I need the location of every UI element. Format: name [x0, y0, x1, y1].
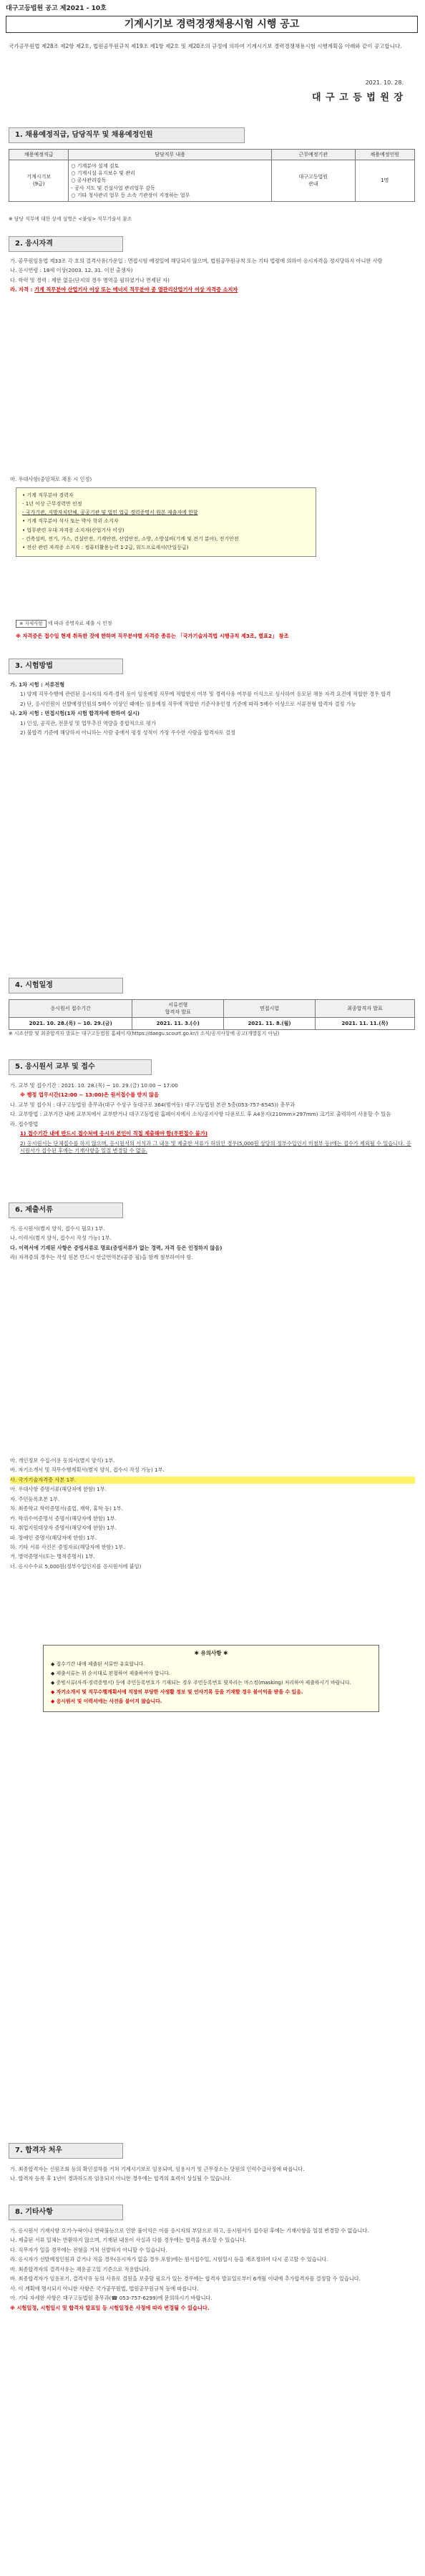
preference-box	[16, 487, 316, 557]
stage-1-a: 1) 양제 직무수행에 관련된 응시자의 자격·경력 등이 임용예정 직무에 적합한지 여부 및 경력사유 여부를 이석으로 심사하여 응모된 채용 자격 요건에 적합한 경우 합격	[20, 691, 391, 698]
agency-cell: 대구고등법원 관내	[271, 160, 355, 202]
caution-box	[43, 1645, 379, 1712]
preference-note: ※ 자세사항 에 따라 증명자료 제출 시 인정	[16, 620, 112, 628]
doc-item: 다. 이력서에 기재된 사항은 증빙서류로 명료(증빙서류가 없는 경력, 자격 등은 인정하지 않음)	[10, 1244, 223, 1251]
stage-1-b: 2) 단, 응시인원이 선발예정인원의 5배수 이상인 때에는 임용예정 직무에 적합한 기준사유인정 기준에 따라 5배수 이상으로 서류전형 합격자 결정 가능	[20, 700, 356, 707]
doc-item: 마. 개인정보 수집·이용 동의서(별지 양식) 1부.	[10, 1457, 115, 1464]
document-number: 대구고등법원 공고 제2021 - 10호	[6, 5, 107, 12]
intro-paragraph: 국가공무원법 제28조 제2항 제2호, 법원공무원규칙 제19조 제1항 제2호 및 제20조의 규정에 의하여 기계시기보 경력경쟁채용시험 시행계획을 아래와 같이 공고합니다.	[9, 43, 402, 49]
col-interview: 면접시험	[224, 1000, 316, 1018]
section-6-heading: 6. 제출서류	[9, 1202, 123, 1218]
duties-cell	[69, 160, 272, 202]
schedule-interview: 2021. 11. 8.(월)	[224, 1018, 316, 1030]
misc-text	[10, 2227, 415, 2314]
schedule-table	[9, 999, 415, 1030]
misc-item: 아. 기타 자세한 사항은 대구고등법원 총무과(☎ 053-757-6299)에 문의하시기 바랍니다.	[10, 2295, 212, 2302]
schedule-note: ※ 시조선발 및 최종합격자 발표는 대구고등법원 홈페이지(https://daegu.scourt.go.kr/) 소식/공지사항에 공고(개별통지 아님)	[9, 1031, 280, 1036]
col-count: 채용예정인원	[355, 150, 414, 160]
issuer-signature: 대 구 고 등 법 원 장	[311, 92, 404, 103]
caution-item: ◆ 접수기간 내에 제출된 서류만 유효합니다.	[51, 1661, 145, 1667]
misc-item: 가. 응시원서 기재사항 오기·누락이나 연락불능으로 인한 불이익은 이를 응시자의 부담으로 하고, 응시원서가 접수된 후에는 기재사항을 일절 변경할 수 없습니다.	[10, 2227, 369, 2234]
misc-item: 바. 최종합격자가 임용포기, 결격사유 등의 사유로 결원을 보충할 필요가 있는 경우에는 합격자 발표일로부터 6개월 이내에 추가합격자를 결정할 수 있습니다.	[10, 2275, 361, 2283]
caution-item: ◆ 증빙서류(자격·경력증명서) 등에 주민등록번호가 기재되는 경우 주민등록번호 뒷자리는 마스킹(masking) 처리하여 제출하시기 바랍니다.	[51, 1679, 351, 1686]
doc-item: 거. 병역증명서(또는 병적증명서) 1부.	[10, 1553, 95, 1560]
doc-item: 하. 기타 서류 사진은 증빙자료(해당자에 한함) 1부.	[10, 1543, 125, 1550]
stage-1: 가. 1차 시험 : 서류전형	[10, 681, 65, 688]
stage-2: 나. 2차 시험 : 면접시험(1차 시험 합격자에 한하여 실시)	[10, 710, 140, 717]
misc-item: 다. 직무자가 일을 경우에는 전형을 거쳐 선발하지 아니할 수 있습니다.	[10, 2246, 167, 2253]
misc-item: 사. 이 계획에 명시되지 아니한 사항은 국가공무원법, 법원공무원규칙 등에 따릅니다.	[10, 2285, 199, 2292]
documents-list-1	[10, 1225, 415, 1264]
section-2-heading: 2. 응시자격	[9, 236, 123, 252]
app-period: 가. 교부 및 접수기간 : 2021. 10. 28.(목) ~ 10. 29.(금) 10:00 ~ 17:00	[10, 1082, 178, 1089]
pref-item: • 기계 직무분야 경력자	[22, 492, 74, 498]
doc-item: 나. 이력서(별지 양식, 접수시 작성 가능) 1부.	[10, 1235, 112, 1242]
positions-table	[9, 149, 415, 202]
doc-item: 사. 국가기술자격증 사본 1부.	[10, 1477, 415, 1484]
duty-item: ○ 기계분야 설계 검토	[71, 163, 119, 170]
doc-item: 자. 주민등록초본 1부.	[10, 1495, 60, 1502]
treatment-text	[10, 2166, 415, 2185]
section-5-heading: 5. 응시원서 교부 및 접수	[9, 1059, 152, 1075]
duty-item: ○ 기타 청사관리 업무 등 소속 기관장이 지정하는 업무	[71, 192, 190, 198]
misc-red-note: ※ 시험일정, 시험일시 및 합격자 발표일 등 시험일정은 사정에 따라 변경될 수 있습니다.	[10, 2304, 210, 2311]
stage-2-a: 1) 인성, 공직관, 전문성 및 업무추진 역량을 종합적으로 평가	[20, 719, 156, 726]
pref-item: - 국가기관, 지방자치단체, 공공기관 및 법인 업급 경력증명서 원본 제출자에 한함	[22, 510, 198, 516]
app-place: 나. 교부 및 접수처 : 대구고등법원 총무과(대구 수성구 동대구로 364(범어동) 대구고등법원 본관 5층(053-757-6545)) 총무과	[10, 1101, 295, 1108]
section-8-heading: 8. 기타사항	[9, 2205, 123, 2220]
treatment-a: 가. 최종합격자는 신원조회 등의 확인절차를 거쳐 기계시기보로 임용되며, 임용시기 및 근무장소는 당원의 인력수급사정에 따릅니다.	[10, 2166, 305, 2172]
caution-item: ◆ 제출서류는 위 순서대로 편철하여 제출하여야 합니다.	[51, 1670, 171, 1676]
table-note: ※ 담당 직무에 대한 상세 설명은 <붙임> 직무기술서 참조	[9, 216, 132, 222]
col-application: 응시원서 접수기간	[9, 1000, 132, 1018]
col-agency: 근무예정기관	[271, 150, 355, 160]
duty-item: ○ 기계시설 유지보수 및 관리	[71, 170, 135, 177]
doc-item: 카. 학위수여증명서 증명서(해당자에 한함) 1부.	[10, 1515, 117, 1522]
col-final-result: 최종합격자 발표	[316, 1000, 415, 1018]
schedule-final: 2021. 11. 11.(목)	[316, 1018, 415, 1030]
pref-item: • 업무관련 우대 자격증 소지자(산업기사 이상)	[22, 527, 124, 533]
duty-item: - 공사 지도 및 건설사업 관리업무 감독	[71, 185, 155, 191]
doc-item: 아. 우대사항 증명서류(해당자에 한함) 1부.	[10, 1486, 107, 1493]
section-3-heading: 3. 시험방법	[9, 658, 123, 674]
qual-p2: 나. 응시연령 : 18세 이상(2003. 12. 31. 이전 출생자)	[10, 267, 133, 274]
doc-item: 라) 자격증의 경우는 작성 원본 반드시 한글번역본(공증 필)을 함께 첨부하여야 함.	[10, 1254, 193, 1261]
pref-item: • 기계 직무분야 석사 또는 박사 학위 소지자	[22, 518, 119, 525]
rank-cell: 기계시기보 (9급)	[9, 160, 69, 202]
app-method: 다. 교부방법 : 교부기간 내에 교부처에서 교부받거나 대구고등법원 홈페이지에서 소식/공지사항 다운로드 후 A4용지(210mm×297mm) 크기로 출력하여 사용할 수 있음	[10, 1111, 391, 1118]
col-duties: 담당직무 내용	[69, 150, 272, 160]
section-1-heading: 1. 채용예정직급, 담당직무 및 채용예정인원	[9, 127, 245, 143]
doc-item: 너. 응시수수료 5,000원(정부수입인지를 응시원서에 붙임)	[10, 1562, 142, 1570]
in-person-notice: 1) 접수기간 내에 반드시 접수처에 응시자 본인이 직접 제출해야 함(우편접수 불가)	[20, 1130, 208, 1137]
page-title: 기계시기보 경력경쟁채용시험 시행 공고	[6, 16, 418, 33]
license-requirement: 기계 직무분야 산업기사 이상 또는 에너지 직무분야 중 열관리산업기사 이상 자격증 소지자	[34, 286, 238, 293]
pref-item: - 건축설비, 전기, 가스, 건설안전, 기계안전, 산업안전, 소방, 소방설비(기계 및 전기 분야), 전기안전	[22, 535, 239, 542]
misc-item: 라. 응시자가 선발예정인원과 같거나 적을 경우(응시자가 없을 경우 포함)에는 원서접수일, 시험일시 등을 재조정하여 다시 공고할 수 있습니다.	[10, 2256, 328, 2263]
lunch-notice: ※ 행정 업무시간(12:00 ~ 13:00)은 원서접수를 받지 않음	[20, 1092, 159, 1099]
doc-item: 타. 취업지원대상자 증명서(해당자에 한함) 1부.	[10, 1525, 117, 1532]
count-cell: 1명	[355, 160, 414, 202]
doc-item: 파. 장애인 증명서(해당자에 한함) 1부.	[10, 1534, 97, 1541]
qual-p4: 라. 자격 : 기계 직무분야 산업기사 이상 또는 에너지 직무분야 중 열관리산업기사 이상 자격증 소지자	[10, 286, 238, 293]
stage-2-b: 2) 불합격 기준에 해당하지 아니하는 사람 중에서 평정 성적이 가장 우수한 사람을 합격자로 결정	[20, 729, 235, 737]
preference-label: 마. 우대사항(중앙처로 채용 시 인정)	[10, 476, 92, 482]
caution-title: ✱ 유의사항 ✱	[194, 1650, 228, 1656]
caution-item: ◆ 응시원서 및 이력서에는 사진을 붙이지 않습니다.	[51, 1698, 162, 1704]
schedule-application: 2021. 10. 28.(목) ~ 10. 29.(금)	[9, 1018, 132, 1030]
caution-item: ◆ 자기소개서 및 직무수행계획서에 직장의 부당한 사생활 정보 및 인사기록 등을 기재할 경우 불이익을 받을 수 있음.	[51, 1688, 303, 1695]
pref-item: - 1년 이상 근무경력만 인정	[22, 501, 82, 507]
application-warning: 2) 응시원서는 단체접수를 하지 않으며, 응시원서의 서식과 그 내용 및 제출한 서류가 허위인 경우(5,000원 상당의 정부수입인지 미첨부 등)에는 접수가 제외될 수 있습니다. 응시원서가 접수된 후에는 기재사항을 일절 변경할 수 없음.	[20, 1139, 411, 1155]
qual-p1: 가. 공무원임용법 제33조 각 호의 결격사유(가운입 : 면접시험 예정일에 해당되지 않으며, 법원공무원규칙 또는 기타 법령에 의하여 응시자격을 정지당하지 아니한 사람	[10, 258, 383, 264]
treatment-b: 나. 합격자 등록 후 1년이 경과하도록 임용되지 아니한 경우에는 합격의 효력이 상실될 수 있습니다.	[10, 2175, 232, 2182]
documents-list-2	[10, 1457, 415, 1573]
qual-p3: 다. 학력 및 경력 : 제한 없음(단지의 경우 병역을 필하였거나 면제된 자)	[10, 276, 170, 283]
details-chip: ※ 자세사항	[16, 620, 47, 628]
section-7-heading: 7. 합격자 처우	[9, 2143, 123, 2159]
exam-method-text	[10, 681, 415, 739]
doc-item: 바. 자기소개서 및 직무수행계획서(별지 양식, 접수시 작성 가능) 1부.	[10, 1467, 165, 1474]
misc-item: 나. 제출된 서류 일체는 반환하지 않으며, 기재된 내용이 사실과 다를 경우에는 합격을 취소할 수 있습니다.	[10, 2237, 247, 2244]
qualification-text	[10, 258, 415, 296]
pref-item: • 전산 관련 자격증 소지자 : 컴퓨터활용능력 1·2급, 워드프로세서(단일등급)	[22, 544, 189, 550]
submit-method: 라. 접수방법	[10, 1120, 39, 1127]
application-text	[10, 1082, 415, 1157]
doc-item: 가. 응시원서(별지 양식, 접수시 필요) 1부.	[10, 1225, 105, 1232]
schedule-doc-result: 2021. 11. 3.(수)	[132, 1018, 224, 1030]
col-document-result: 서류전형 합격자 발표	[132, 1000, 224, 1018]
announcement-date: 2021. 10. 28.	[365, 79, 404, 86]
license-red-note: ※ 자격증은 접수일 현재 취득한 것에 한하며 직무분야별 자격증 종류는 「국가기술자격법 시행규칙 제3조, 별표2」 참조	[16, 633, 289, 639]
misc-item: 마. 최종합격자의 결격사유는 채용공고일 기준으로 적용합니다.	[10, 2265, 151, 2273]
col-rank: 채용예정직급	[9, 150, 69, 160]
doc-item: 차. 최종학교 학력증명서(졸업, 재학, 휴학 등) 1부.	[10, 1505, 124, 1512]
section-4-heading: 4. 시험일정	[9, 978, 123, 993]
duty-item: ○ 공사관리감독	[71, 178, 107, 184]
